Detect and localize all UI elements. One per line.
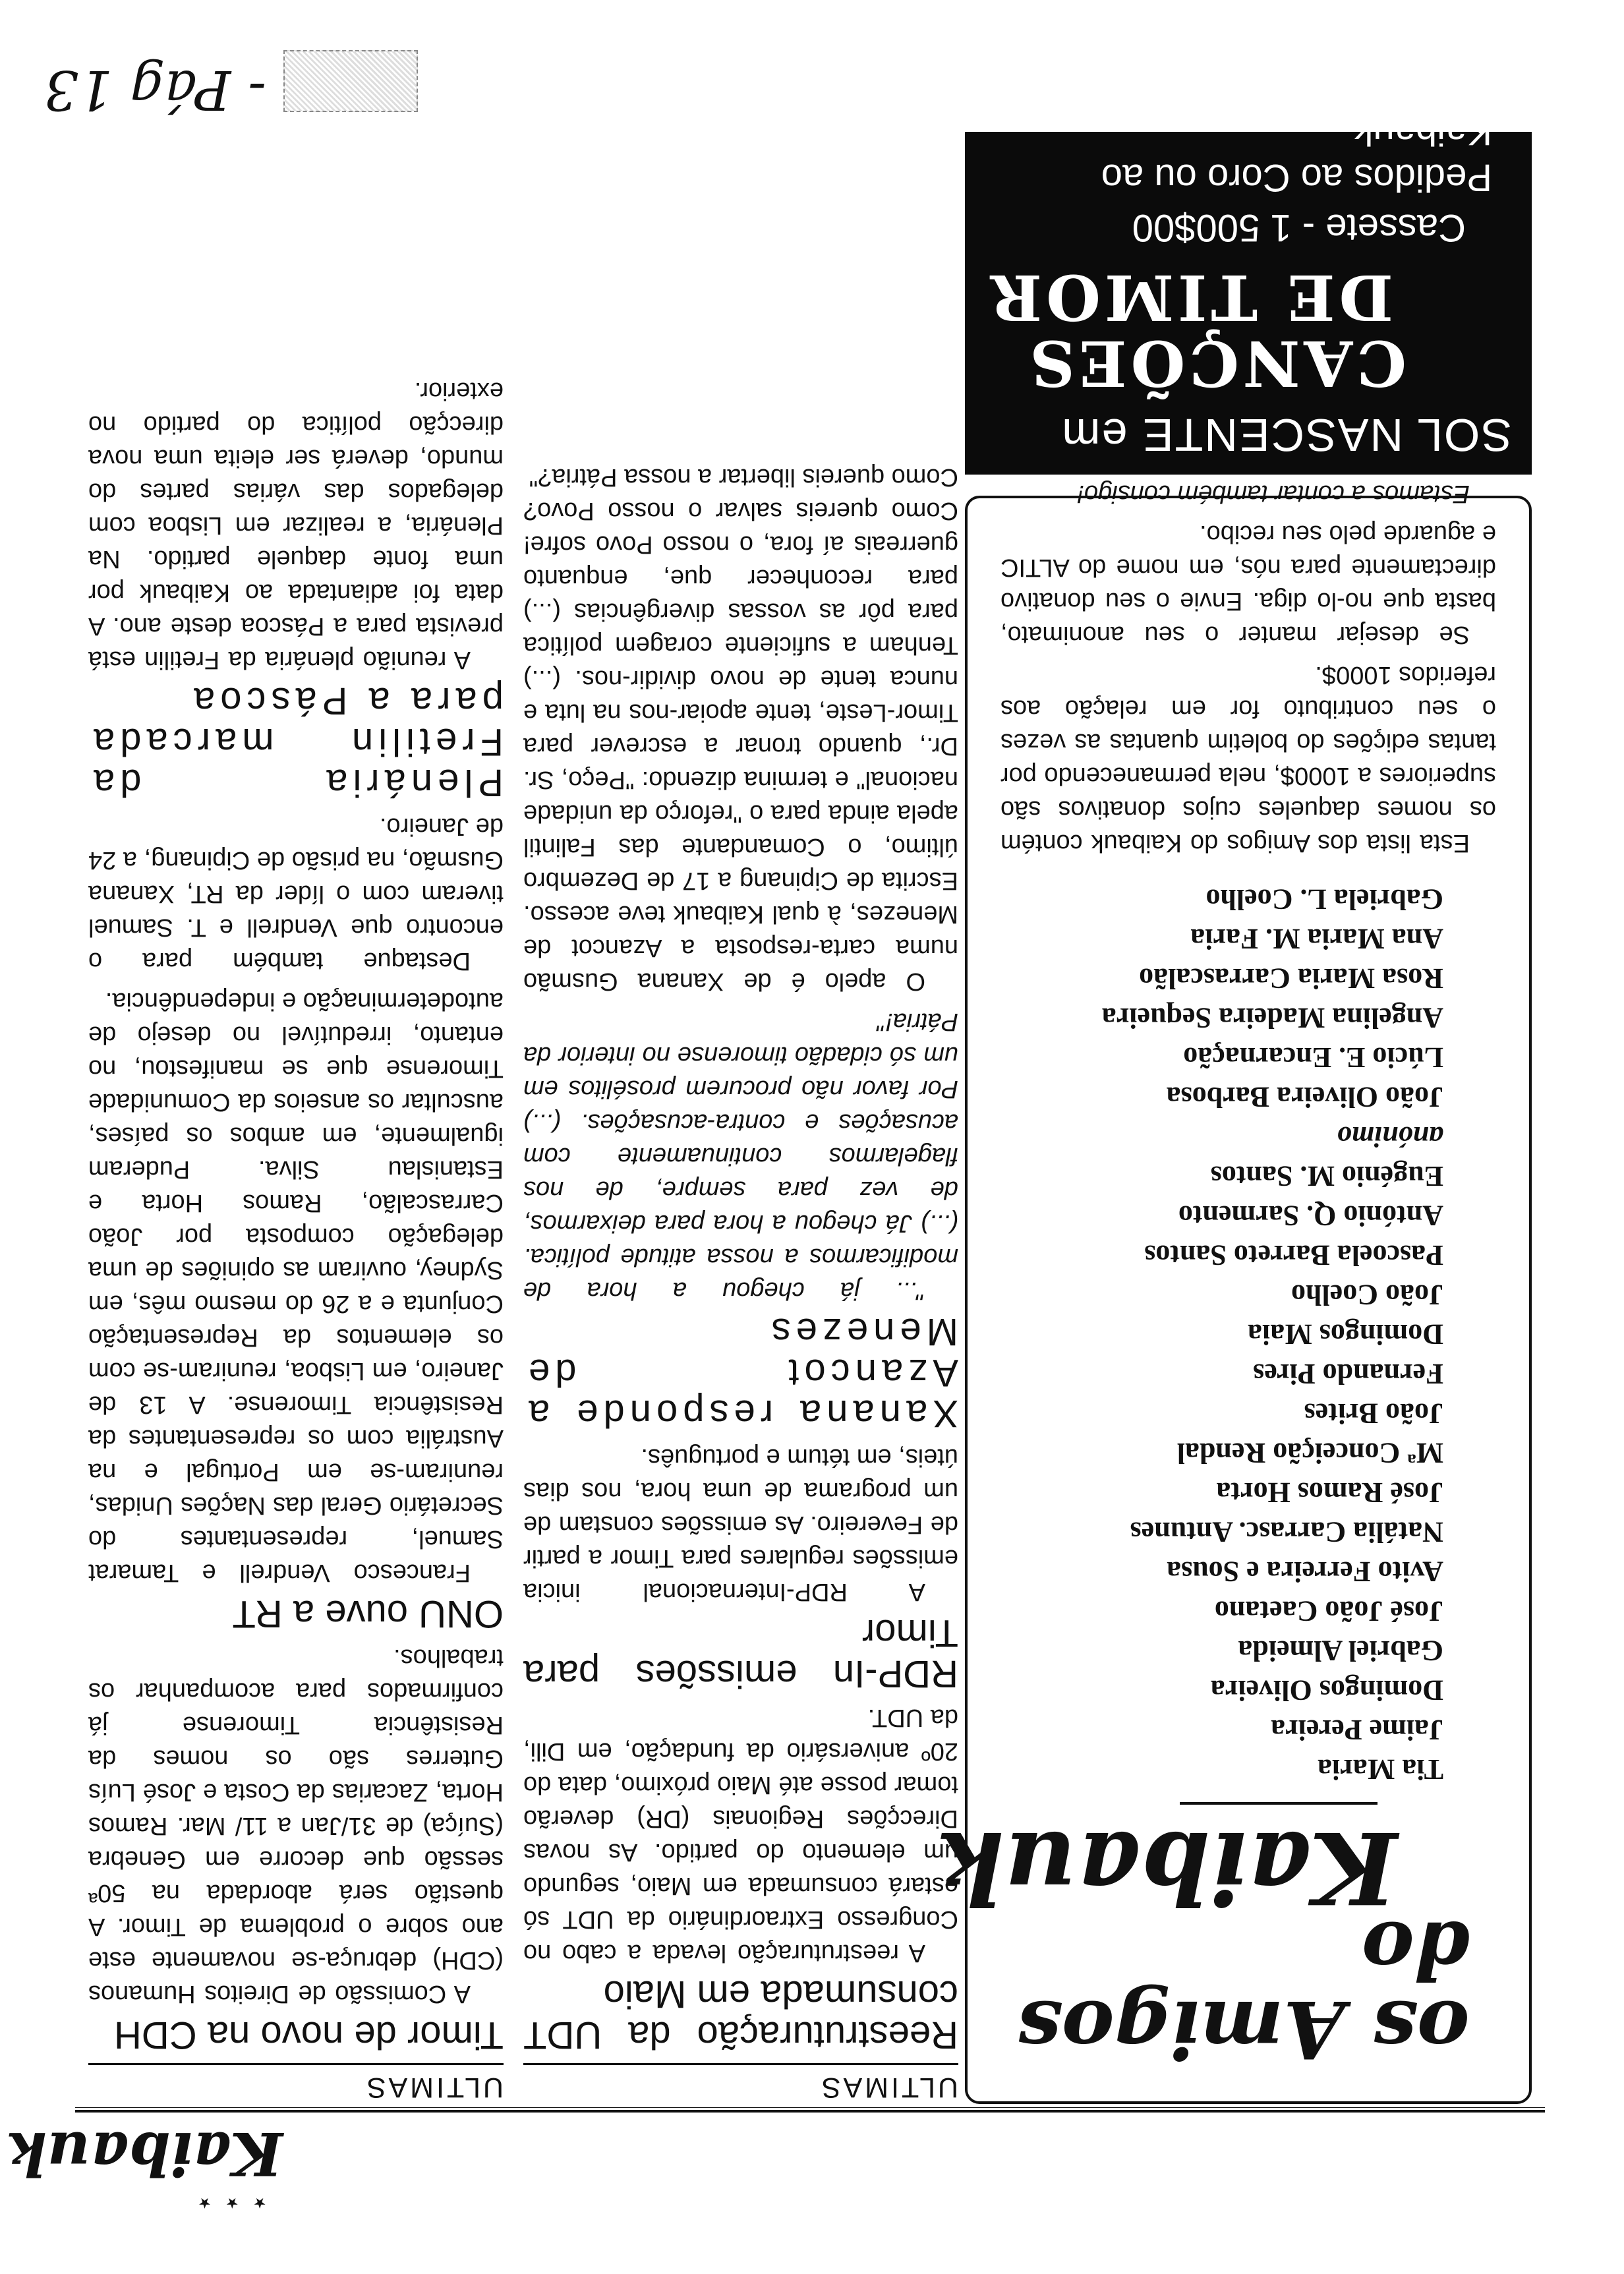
headline-xanana: Xanana responde a Azancot de Menezes: [523, 1310, 958, 1435]
page-number: - Pág 13: [44, 58, 266, 121]
friends-title-line1: os Amigos do: [1017, 1904, 1470, 2076]
friend-name: Mª Conceição Rendal: [1176, 1437, 1443, 1469]
friend-name: José João Caetano: [1214, 1595, 1443, 1627]
friend-name: Avito Ferreira e Sousa: [1167, 1556, 1443, 1588]
top-rule-thin: [75, 2107, 1545, 2108]
friend-name: Gabriela L. Coelho: [1205, 883, 1443, 916]
masthead-stars: ★ ★ ★: [192, 2195, 266, 2211]
article-fretilin-text: A reunião plenária da Fretilin está prevista para a Páscoa deste ano. A data foi adiantada ao Kaibauk por uma fonte daquele partido. Na Plenária, a realizar em Lisboa com delegados das várias partes do mundo, deverá ser eleita uma nova direcção política do partido no exterior.: [88, 377, 504, 674]
ad-line3: DE TIMOR: [986, 260, 1393, 334]
masthead-logo: Kaibauk: [6, 2118, 283, 2188]
friend-name: Ana Maria M. Faria: [1190, 923, 1443, 955]
headline-udt: Reestruturação da UDT consumada em Maio: [523, 1973, 958, 2056]
friends-note-p1: Esta lista dos Amigos do Kaibauk contém os nomes daqueles cujos donativos são superiores a 1000$, nela permanecendo por tantas edições do boletim quantas as vezes o seu contributo for em relação aos referidos 1000$.: [1000, 661, 1496, 857]
friends-note-sign: Estamos a contar também consigo!: [1077, 480, 1470, 508]
friends-box: [936, 480, 1532, 2104]
friend-name: José Ramos Horta: [1216, 1476, 1443, 1509]
column-1: [88, 367, 504, 2104]
friend-name: João Brites: [1304, 1397, 1443, 1430]
ad-line4: Cassete - 1 500$00: [1132, 206, 1466, 249]
friend-name: Jaime Pereira: [1271, 1714, 1443, 1746]
headline-rdp: RDP-In emissões para Timor: [523, 1612, 958, 1695]
headline-onu: ONU ouve a RT: [232, 1592, 504, 1635]
page-stamp-box: [283, 50, 418, 112]
headline-fretilin: Plenária da Fretilin marcada para a Páscoa: [88, 680, 504, 804]
friend-name: Tia Maria: [1317, 1753, 1443, 1786]
friend-name: João Oliveira Barbosa: [1166, 1081, 1443, 1113]
article-udt-text: A reestruturação levada a cabo no Congresso Extraordinário da UDT só estará consumada em Maio, segundo um elemento do partido. As novas Direcções Regionais (DR) deverão tomar posse até Maio próximo, data do 20º aniversário da fundação, em Dili, da UDT.: [523, 1704, 958, 1967]
friends-list: [1000, 879, 1496, 1789]
advertisement: [965, 110, 1532, 475]
friend-name: Lúcio E. Encarnação: [1183, 1041, 1443, 1074]
ad-line5: Pedidos ao Coro ou ao Kaibauk: [1101, 110, 1492, 199]
friend-name: Rosa Maria Carrascalão: [1139, 962, 1443, 995]
friend-name: Domingos Oliveira: [1210, 1674, 1443, 1706]
headline-cdh: Timor de novo na CDH: [114, 2014, 504, 2056]
friend-name: Angelina Madeira Sequeira: [1101, 1002, 1443, 1034]
ad-line1: SOL NASCENTE em: [1060, 409, 1512, 461]
article-xanana-quote: "... já chegou a hora de modificarmos a nossa atitude política. (...) Já chegou a hora para deixarmos, de vez para sempre, de nos flagelarmos continuamente com acusações e contra-acusações. (...) Por favor não procurem prosélitos em um só cidadão timorense no interior da Pátria!": [523, 1008, 958, 1304]
friend-name: João Coelho: [1291, 1279, 1443, 1311]
friend-name: Gabriel Almeida: [1238, 1635, 1443, 1667]
article-onu-text: Francesco Vendrell e Tamarat Samuel, representantes do Secretário Geral das Nações Unidas, reuniram-se em Portugal e na Austrália com os representantes da Resistência Timorense. A 13 de Janeiro, em Lisboa, reuniram-se com os elementos da Representação Conjunta e a 26 do mesmo mês, em Sydney, ouviram as opiniões de uma delegação composta por João Carrascalão, Ramos Horta e Estanislau Silva. Puderam igualmente, em ambos os países, auscultar os anseios da Comunidade Timorense que se manifestou, no entanto, irredutível no desejo de autodeterminação e independência.: [88, 987, 504, 1587]
friends-title-line2: Kaibauk: [936, 1809, 1397, 1925]
section-bar: ULTIMAS: [88, 2063, 504, 2104]
article-xanana-text: O apelo é de Xanana Gusmão numa carta-resposta a Azancot de Menezes, à qual Kaibauk teve acesso. Escrita de Cipinang a 17 de Dezembro último, o Comandante das Falintil apela ainda para o "reforço da unidade nacional" e termina dizendo: "Peço, Sr. Dr., quando tronar a escrever para Timor-Leste, tente apoiar-nos na luta e nunca tente de novo dividir-nos. (...) Tenham a suficiente coragem política para pôr as vossas divergências (...) para reconhecer que, enquanto guerreais aí fora, o nosso Povo sofre! Como quereis salvar o nosso Povo? Como quereis libertar a nossa Pátria?": [523, 463, 958, 995]
top-rule: [75, 2110, 1545, 2113]
friends-divider: [1180, 1802, 1378, 1805]
friend-name: Pascoela Barreto Santos: [1144, 1239, 1443, 1271]
friends-note: [1000, 477, 1496, 860]
friends-note-p2: Se desejar manter o seu anonimato, basta que no-lo diga. Envie o seu donativo directamente para nós, em nome do ALTIC e aguarde pelo seu recibo.: [1000, 520, 1496, 649]
friend-name: António Q. Sarmento: [1178, 1200, 1443, 1232]
friend-name: Domingos Maia: [1248, 1318, 1443, 1351]
article-cdh-text: A Comissão de Direitos Humanos (CDH) debruça-se novamente este ano sobre o problema de Timor. A questão será abordada na 50ª sessão que decorre em Genebra (Suíça) de 31/Jan a 11/ Mar. Ramos Horta, Zacarias da Costa e José Luís Guterres são os nomes da Resistência Timorense já confirmados para acompanhar os trabalhos.: [88, 1644, 504, 2008]
friend-name: Natália Carrasc. Antunes: [1130, 1516, 1443, 1548]
section-bar: ULTIMAS: [523, 2063, 958, 2104]
article-onu-text-2: Destaque também para o encontro que Vendrell e T. Samuel tiveram com o líder da RT, Xanana Gusmão, na prisão de Cipinang, a 24 de Janeiro.: [88, 813, 504, 975]
friend-name: Eugénio M. Santos: [1210, 1160, 1443, 1192]
article-rdp-text: A RDP-Internacional inicia emissões regulares para Timor a partir de Fevereiro. As emissões constam de um programa de uma hora, nos dias úteis, em tétum e português.: [523, 1443, 958, 1606]
friend-name: Fernando Pires: [1253, 1358, 1443, 1390]
column-2: [523, 453, 958, 2104]
friend-name-anonymous: anónimo: [1337, 1121, 1443, 1153]
ad-line2: CANÇÕES: [1026, 326, 1406, 399]
